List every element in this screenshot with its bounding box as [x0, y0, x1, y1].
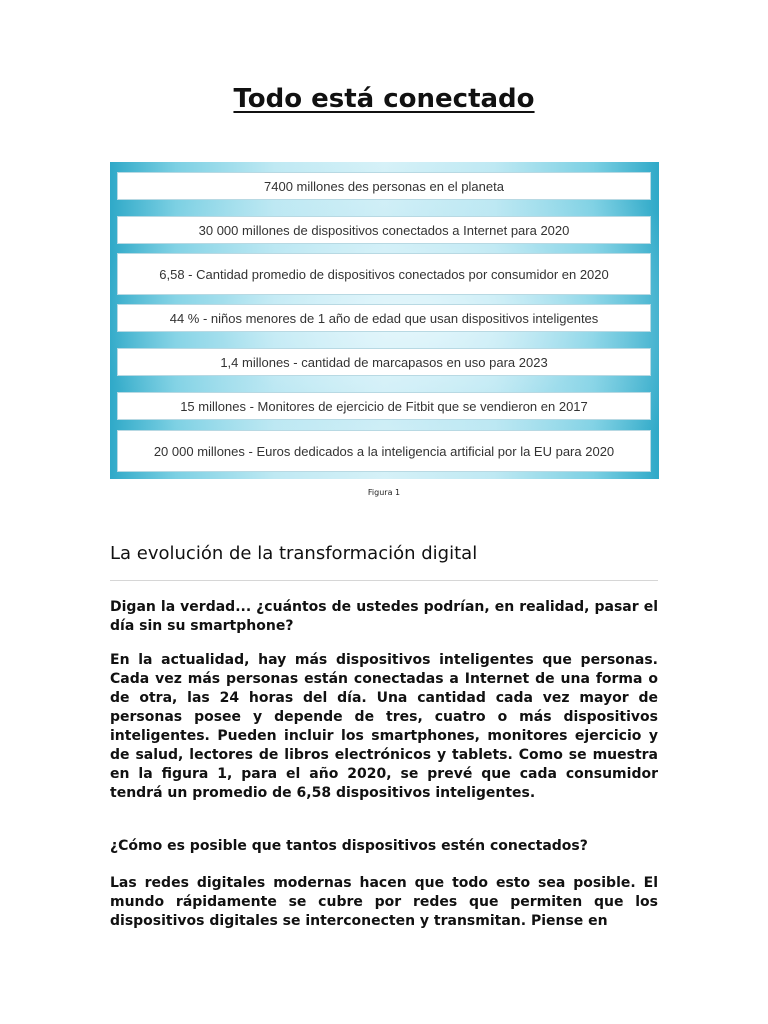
fact-devices-per-consumer: 6,58 - Cantidad promedio de dispositivos conectados por consumidor en 2020 [117, 253, 651, 295]
page-title: Todo está conectado [233, 84, 535, 114]
paragraph-devices-today: En la actualidad, hay más dispositivos inteligentes que personas. Cada vez más personas están conectadas a Internet de una forma o de otra, las 24 horas del día. Una cantidad cada vez mayor de personas posee y depende de tres, cuatro o más dispositivos inteligentes. Pueden incluir los smartphones, monitores ejercicio y de salud, lectores de libros electrónicos y tablets. Como se muestra en la figura 1, para el año 2020, se prevé que cada consumidor tendrá un promedio de 6,58 dispositivos inteligentes. [110, 652, 658, 801]
fact-infants-using-devices: 44 % - niños menores de 1 año de edad que usan dispositivos inteligentes [117, 304, 651, 332]
paragraph-intro-question: Digan la verdad... ¿cuántos de ustedes podrían, en realidad, pasar el día sin su smartphone? [110, 599, 658, 634]
section-heading: La evolución de la transformación digital [110, 543, 478, 564]
paragraph-connection-question: ¿Cómo es posible que tantos dispositivos estén conectados? [110, 838, 588, 854]
fact-connected-devices: 30 000 millones de dispositivos conectados a Internet para 2020 [117, 216, 651, 244]
fact-pacemakers: 1,4 millones - cantidad de marcapasos en uso para 2023 [117, 348, 651, 376]
figure-caption: Figura 1 [367, 488, 401, 497]
fact-ai-investment: 20 000 millones - Euros dedicados a la inteligencia artificial por la EU para 2020 [117, 430, 651, 472]
paragraph-digital-networks: Las redes digitales modernas hacen que todo esto sea posible. El mundo rápidamente se cubre por redes que permiten que los dispositivos digitales se interconecten y transmitan. Piense en [110, 875, 658, 929]
section-divider [110, 580, 658, 581]
fact-world-population: 7400 millones des personas en el planeta [117, 172, 651, 200]
figure-1-infographic [110, 162, 659, 479]
fact-fitbit-monitors: 15 millones - Monitores de ejercicio de Fitbit que se vendieron en 2017 [117, 392, 651, 420]
